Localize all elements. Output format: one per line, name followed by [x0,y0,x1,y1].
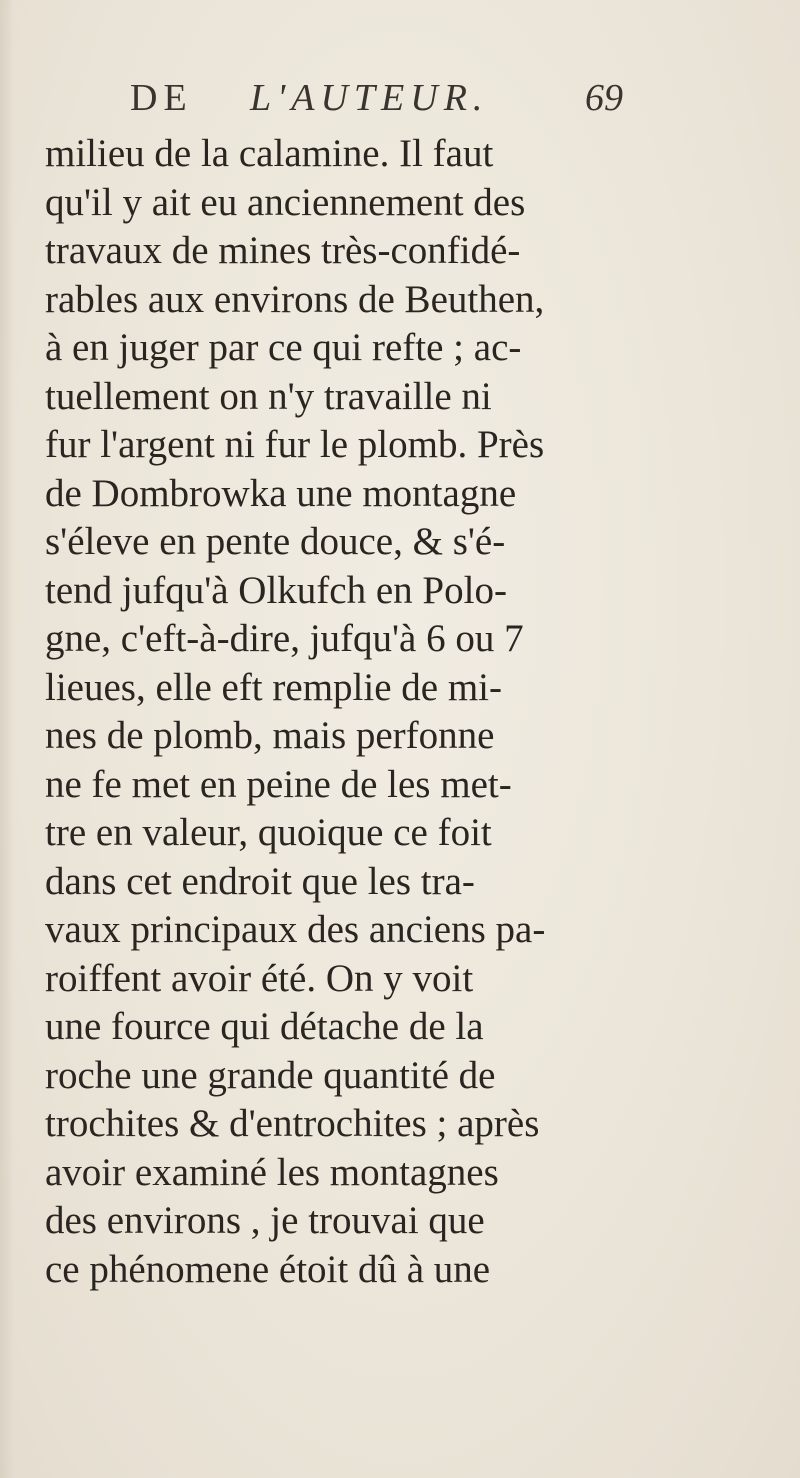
text-line: tuellement on n'y travaille ni [45,374,492,418]
running-header [130,76,660,126]
text-line: ce phénomene étoit dû à une [45,1247,491,1291]
text-line: rables aux environs de Beuthen, [45,277,545,321]
text-line: dans cet endroit que les tra- [45,859,475,903]
header-auteur: L'AUTEUR. [250,77,489,119]
text-line: roiffent avoir été. On y voit [45,956,474,1000]
text-line: trochites & d'entrochites ; après [45,1102,540,1145]
text-line: milieu de la calamine. Il faut [45,132,494,175]
text-line: roche une grande quantité de [45,1053,496,1097]
text-line: de Dombrowka une montagne [45,471,517,515]
page-number: 69 [585,77,623,119]
header-de: DE [130,77,193,119]
page-fold-shadow [0,0,14,1478]
text-line: tend jufqu'à Olkufch en Polo- [45,568,507,612]
text-line: avoir examiné les montagnes [45,1150,499,1194]
text-line: nes de plomb, mais perfonne [45,714,495,757]
text-line: s'éleve en pente douce, & s'é- [45,520,506,563]
text-line: une fource qui détache de la [45,1005,484,1048]
text-line: ne fe met en peine de les met- [45,762,512,806]
text-line: tre en valeur, quoique ce foit [45,811,492,854]
text-line: vaux principaux des anciens pa- [45,908,546,951]
text-line: gne, c'eft-à-dire, jufqu'à 6 ou 7 [45,617,524,660]
text-line: lieues, elle eft remplie de mi- [45,665,502,709]
text-line: fur l'argent ni fur le plomb. Près [45,423,545,466]
body-text [45,130,585,1294]
text-line: des environs , je trouvai que [45,1199,485,1242]
text-line: travaux de mines très-confidé- [45,229,521,272]
text-line: qu'il y ait eu anciennement des [45,180,526,224]
text-line: à en juger par ce qui refte ; ac- [45,326,522,369]
